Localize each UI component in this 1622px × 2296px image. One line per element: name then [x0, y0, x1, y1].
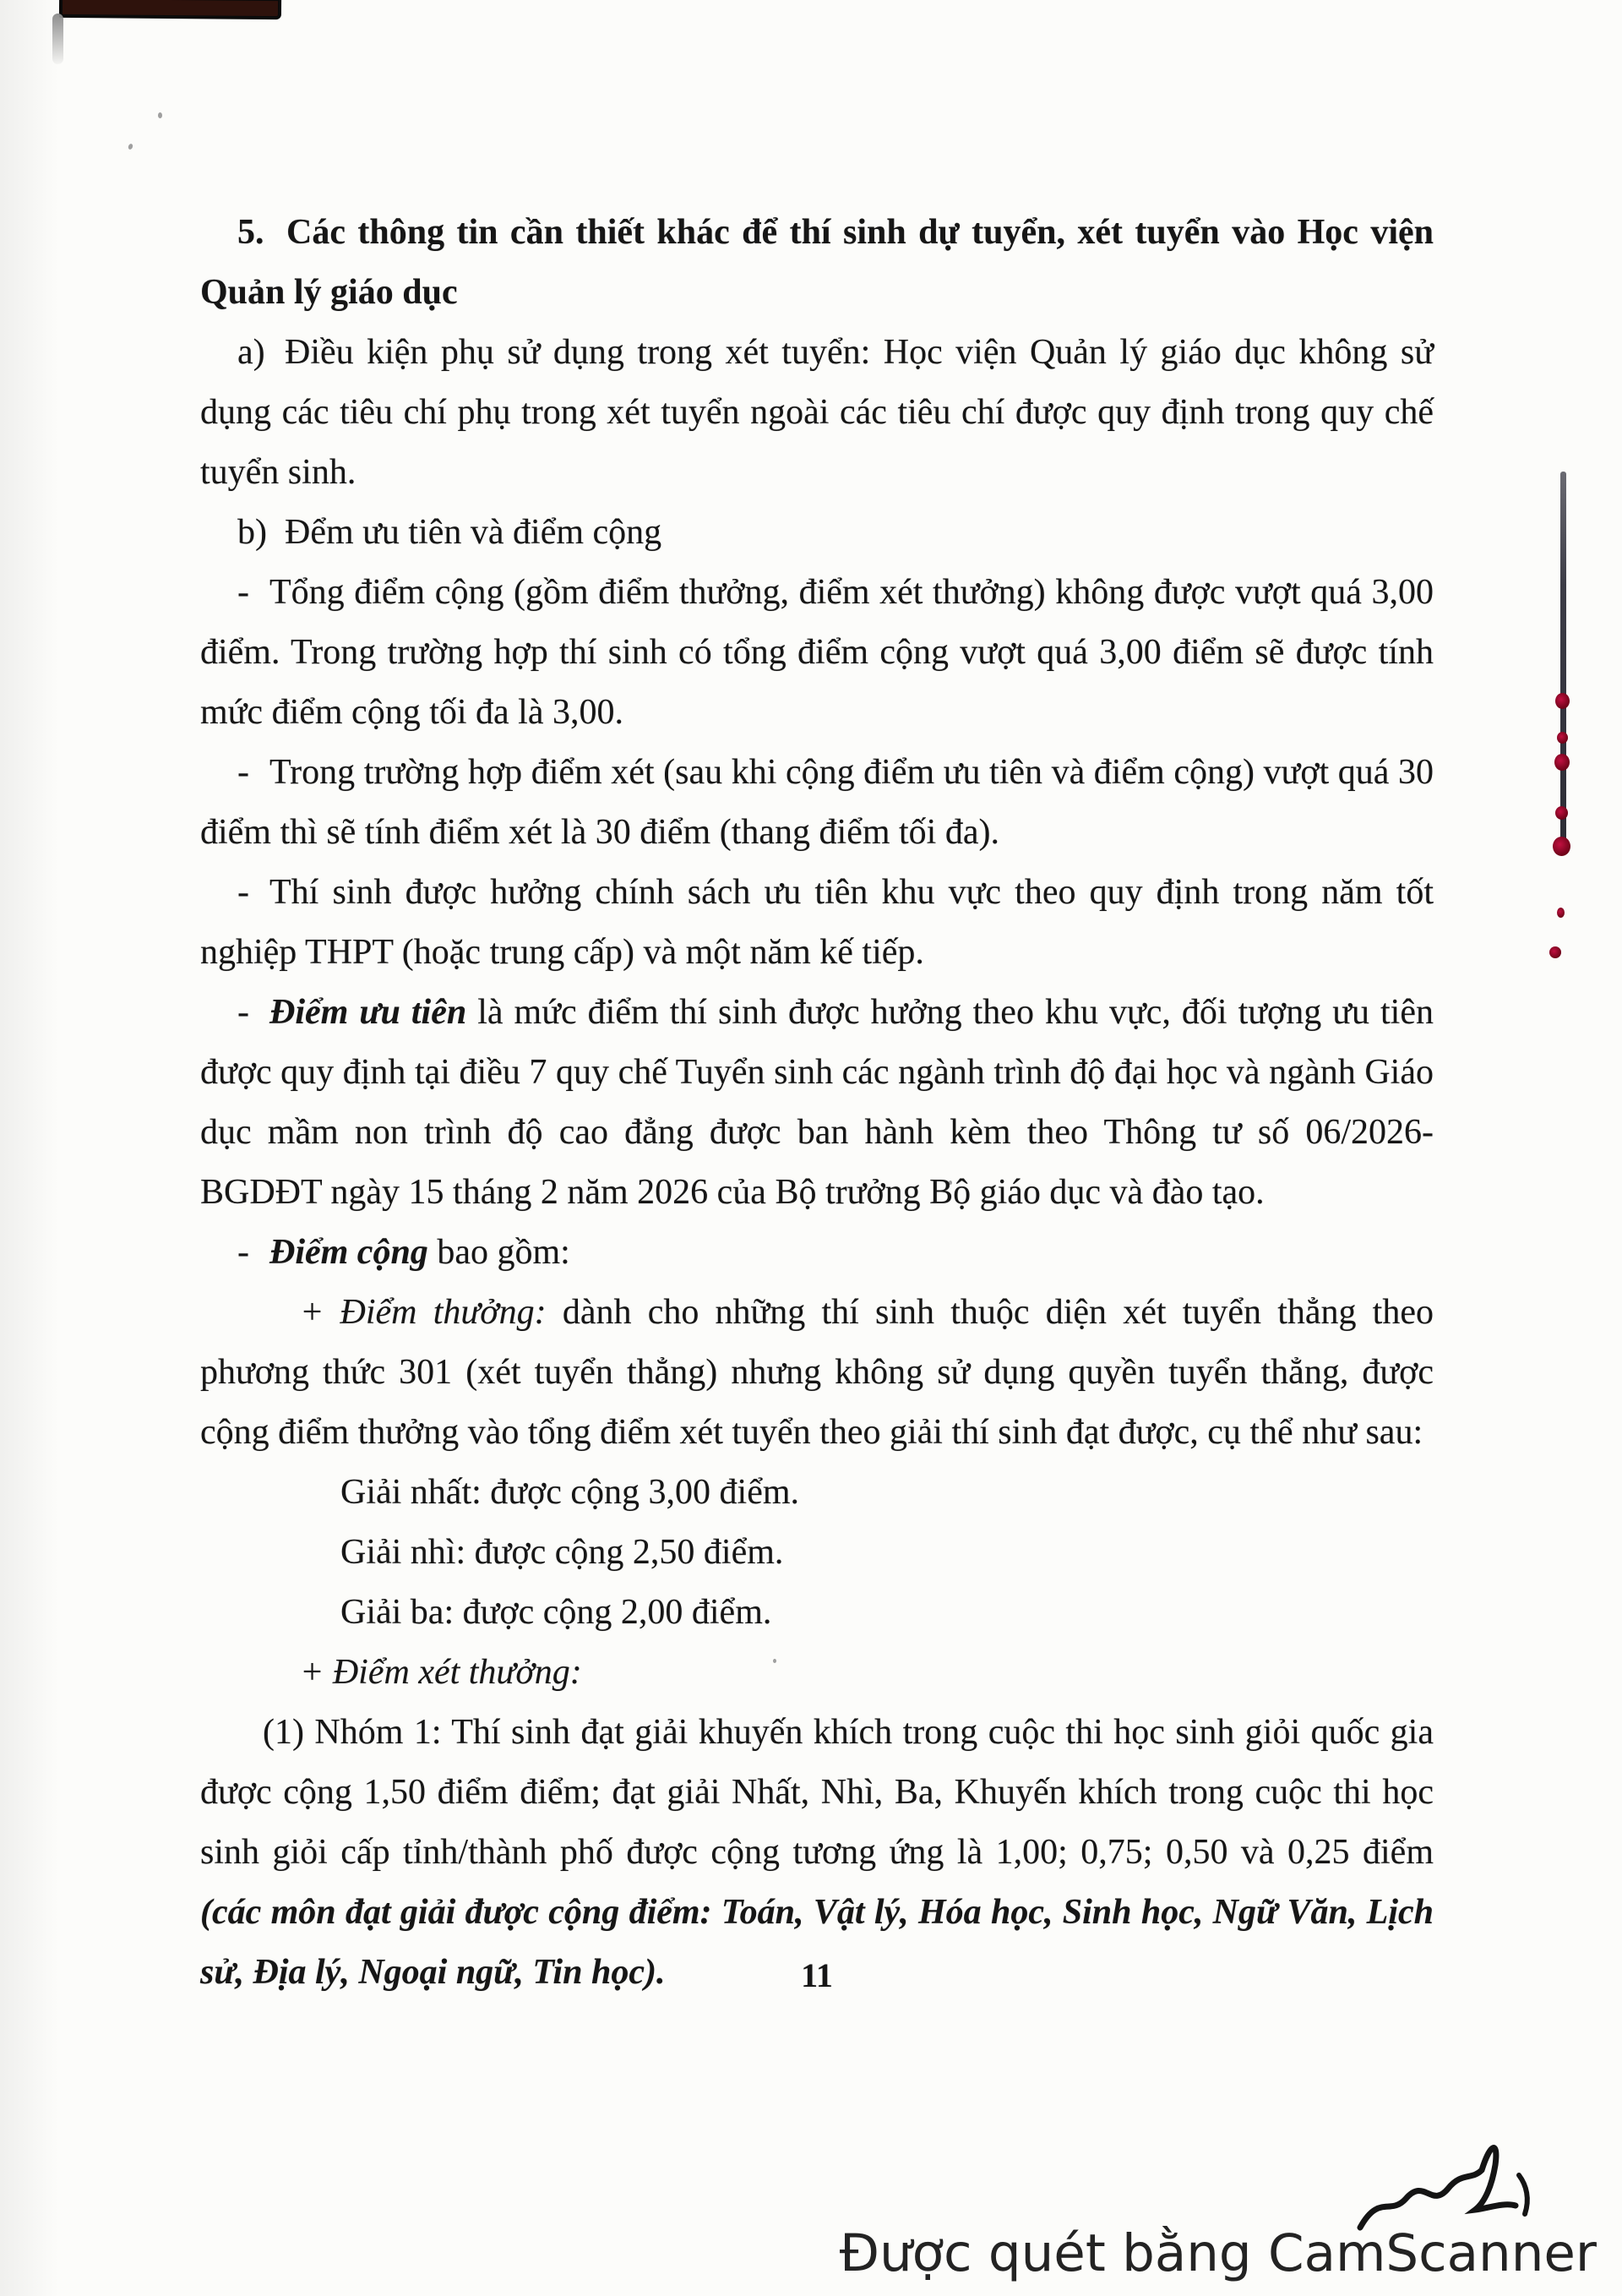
bullet-tong-diem-cong [200, 563, 1434, 743]
group-1-text: (1) Nhóm 1: Thí sinh đạt giải khuyến khích trong cuộc thi học sinh giỏi quốc gia được cộng 1,50 điểm điểm; đạt giải Nhất, Nhì, Ba, Khuyến khích trong cuộc thi học sinh giỏi cấp tỉnh/thành phố được cộng tương ứng là 1,00; 0,75; 0,50 và 0,25 điểm [200, 1713, 1434, 1872]
sub-diem-thuong-lead: + Điểm thưởng: [300, 1293, 547, 1332]
scan-artifact-red-blob [1553, 837, 1570, 856]
prize-first: Giải nhất: được cộng 3,00 điểm. [340, 1473, 800, 1512]
document-body [200, 203, 1434, 2003]
scan-artifact-red-blob [1557, 732, 1568, 744]
bullet-diem-cong-lead: Điểm cộng [269, 1233, 428, 1272]
prize-second: Giải nhì: được cộng 2,50 điểm. [340, 1533, 784, 1572]
item-b-marker: b) [237, 513, 267, 552]
prize-third: Giải ba: được cộng 2,00 điểm. [340, 1593, 772, 1632]
scan-speck [158, 112, 162, 118]
page-edge-shading [0, 0, 59, 2296]
item-a-text: Điều kiện phụ sử dụng trong xét tuyển: Học viện Quản lý giáo dục không sử dụng các tiêu chí phụ trong xét tuyển ngoài các tiêu chí được quy định trong quy chế tuyển sinh. [200, 333, 1434, 492]
scan-artifact-red-dot [1549, 946, 1561, 958]
camscanner-watermark-text: Được quét bằng CamScanner [839, 2226, 1597, 2283]
bullet-diem-uu-tien [200, 983, 1434, 1223]
bullet-dash: - [237, 993, 249, 1032]
bullet-dash: - [237, 873, 249, 912]
item-a-marker: a) [237, 333, 265, 372]
bullet-diem-cong-text: bao gồm: [427, 1233, 570, 1272]
page-number: 11 [801, 1956, 833, 1994]
section-heading [200, 203, 1434, 323]
sub-diem-thuong-text: dành cho những thí sinh thuộc diện xét tuyển thẳng theo phương thức 301 (xét tuyển thẳng) nhưng không sử dụng quyền tuyển thẳng, được cộng điểm thưởng vào tổng điểm xét tuyển theo giải thí sinh đạt được, cụ thể như sau: [200, 1293, 1434, 1452]
scan-artifact-red-blob [1555, 693, 1570, 709]
scan-artifact-smudge [52, 14, 63, 64]
bullet-dash: - [237, 573, 249, 612]
section-number: 5. [237, 213, 264, 252]
scan-artifact-red-blob [1555, 806, 1568, 820]
scan-speck [128, 143, 133, 150]
camscanner-watermark-container [836, 2226, 1597, 2285]
bullet-dash: - [237, 753, 249, 792]
item-b-text: Đểm ưu tiên và điểm cộng [285, 513, 662, 552]
section-heading-text: Các thông tin cần thiết khác để thí sinh dự tuyển, xét tuyển vào Học viện Quản lý giáo dục [200, 213, 1434, 312]
scan-artifact-top-bar [59, 0, 281, 19]
bullet-chinh-sach-uu-tien [200, 863, 1434, 983]
scan-artifact-right-line [1560, 472, 1566, 852]
bullet-chinh-sach-uu-tien-text: Thí sinh được hưởng chính sách ưu tiên khu vực theo quy định trong năm tốt nghiệp THPT (hoặc trung cấp) và một năm kế tiếp. [200, 873, 1434, 972]
bullet-diem-uu-tien-text: là mức điểm thí sinh được hưởng theo khu vực, đối tượng ưu tiên được quy định tại điều 7 quy chế Tuyển sinh các ngành trình độ đại học và ngành Giáo dục mầm non trình độ cao đẳng được ban hành kèm theo Thông tư số 06/2026-BGDĐT ngày 15 tháng 2 năm 2026 của Bộ trưởng Bộ giáo dục và đào tạo. [200, 993, 1434, 1212]
bullet-diem-uu-tien-lead: Điểm ưu tiên [269, 993, 467, 1032]
sub-diem-thuong [200, 1283, 1434, 1463]
bullet-diem-xet-text: Trong trường hợp điểm xét (sau khi cộng điểm ưu tiên và điểm cộng) vượt quá 30 điểm thì sẽ tính điểm xét là 30 điểm (thang điểm tối đa). [200, 753, 1434, 852]
scan-artifact-red-blob [1554, 754, 1570, 771]
item-a [200, 323, 1434, 503]
bullet-diem-xet [200, 743, 1434, 863]
scan-artifact-red-dot [1557, 908, 1565, 918]
bullet-dash: - [237, 1233, 249, 1272]
bullet-tong-diem-cong-text: Tổng điểm cộng (gồm điểm thưởng, điểm xét thưởng) không được vượt quá 3,00 điểm. Trong trường hợp thí sinh có tổng điểm cộng vượt quá 3,00 điểm sẽ được tính mức điểm cộng tối đa là 3,00. [200, 573, 1434, 732]
sub-diem-xet-thuong: + Điểm xét thưởng: [300, 1653, 582, 1692]
item-b [200, 503, 1434, 563]
group-1-italic-note: (các môn đạt giải được cộng điểm: Toán, Vật lý, Hóa học, Sinh học, Ngữ Văn, Lịch sử, Địa lý, Ngoại ngữ, Tin học). [200, 1893, 1434, 1992]
bullet-diem-cong [200, 1223, 1434, 1283]
